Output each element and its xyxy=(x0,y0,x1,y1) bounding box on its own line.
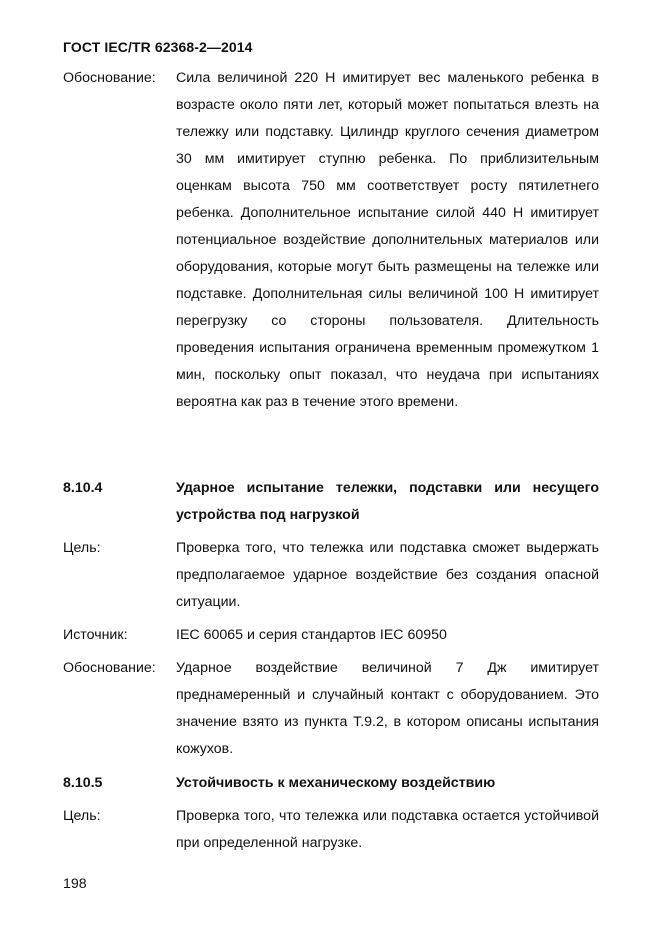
section-heading-8-10-5 xyxy=(63,770,599,797)
rationale-text: Сила величиной 220 Н имитирует вес маленького ребенка в возрасте около пяти лет, который может попытаться влезть на тележку или подставку. Цилиндр круглого сечения диаметром 30 мм имитирует ступню ребенка. По приблизительным оценкам высота 750 мм соответствует росту пятилетнего ребенка. Дополнительное испытание силой 440 Н имитирует потенциальное воздействие дополнительных материалов или оборудования, которые могут быть размещены на тележке или подставке. Дополнительная силы величиной 100 Н имитирует перегрузку со стороны пользователя. Длительность проведения испытания ограничена временным промежутком 1 мин, поскольку опыт показал, что неудача при испытаниях вероятна как раз в течение этого времени. xyxy=(176,70,599,410)
page-number: 198 xyxy=(63,876,87,892)
section-title: Устойчивость к механическому воздействию xyxy=(176,775,496,791)
purpose-block-impact xyxy=(63,535,599,616)
document-header: ГОСТ IEC/TR 62368-2—2014 xyxy=(63,39,253,55)
section-heading-8-10-4 xyxy=(63,475,599,529)
section-number: 8.10.5 xyxy=(63,775,103,791)
section-number: 8.10.4 xyxy=(63,480,103,496)
source-label: Источник: xyxy=(63,627,128,643)
rationale-text: Ударное воздействие величиной 7 Дж имитирует преднамеренный и случайный контакт с оборудованием. Это значение взято из пункта Т.9.2, в котором описаны испытания кожухов. xyxy=(176,660,599,757)
section-title: Ударное испытание тележки, подставки или несущего устройства под нагрузкой xyxy=(176,480,599,523)
rationale-block-impact xyxy=(63,655,599,763)
source-text: IEC 60065 и серия стандартов IEC 60950 xyxy=(176,627,447,643)
purpose-text: Проверка того, что тележка или подставка сможет выдержать предполагаемое ударное воздействие без создания опасной ситуации. xyxy=(176,540,599,610)
purpose-text: Проверка того, что тележка или подставка остается устойчивой при определенной нагрузке. xyxy=(176,808,599,851)
rationale-block-loads xyxy=(63,65,599,416)
rationale-label: Обоснование: xyxy=(63,70,156,86)
rationale-label: Обоснование: xyxy=(63,660,156,676)
purpose-block-stability xyxy=(63,803,599,857)
source-block xyxy=(63,622,599,649)
purpose-label: Цель: xyxy=(63,808,101,824)
purpose-label: Цель: xyxy=(63,540,101,556)
